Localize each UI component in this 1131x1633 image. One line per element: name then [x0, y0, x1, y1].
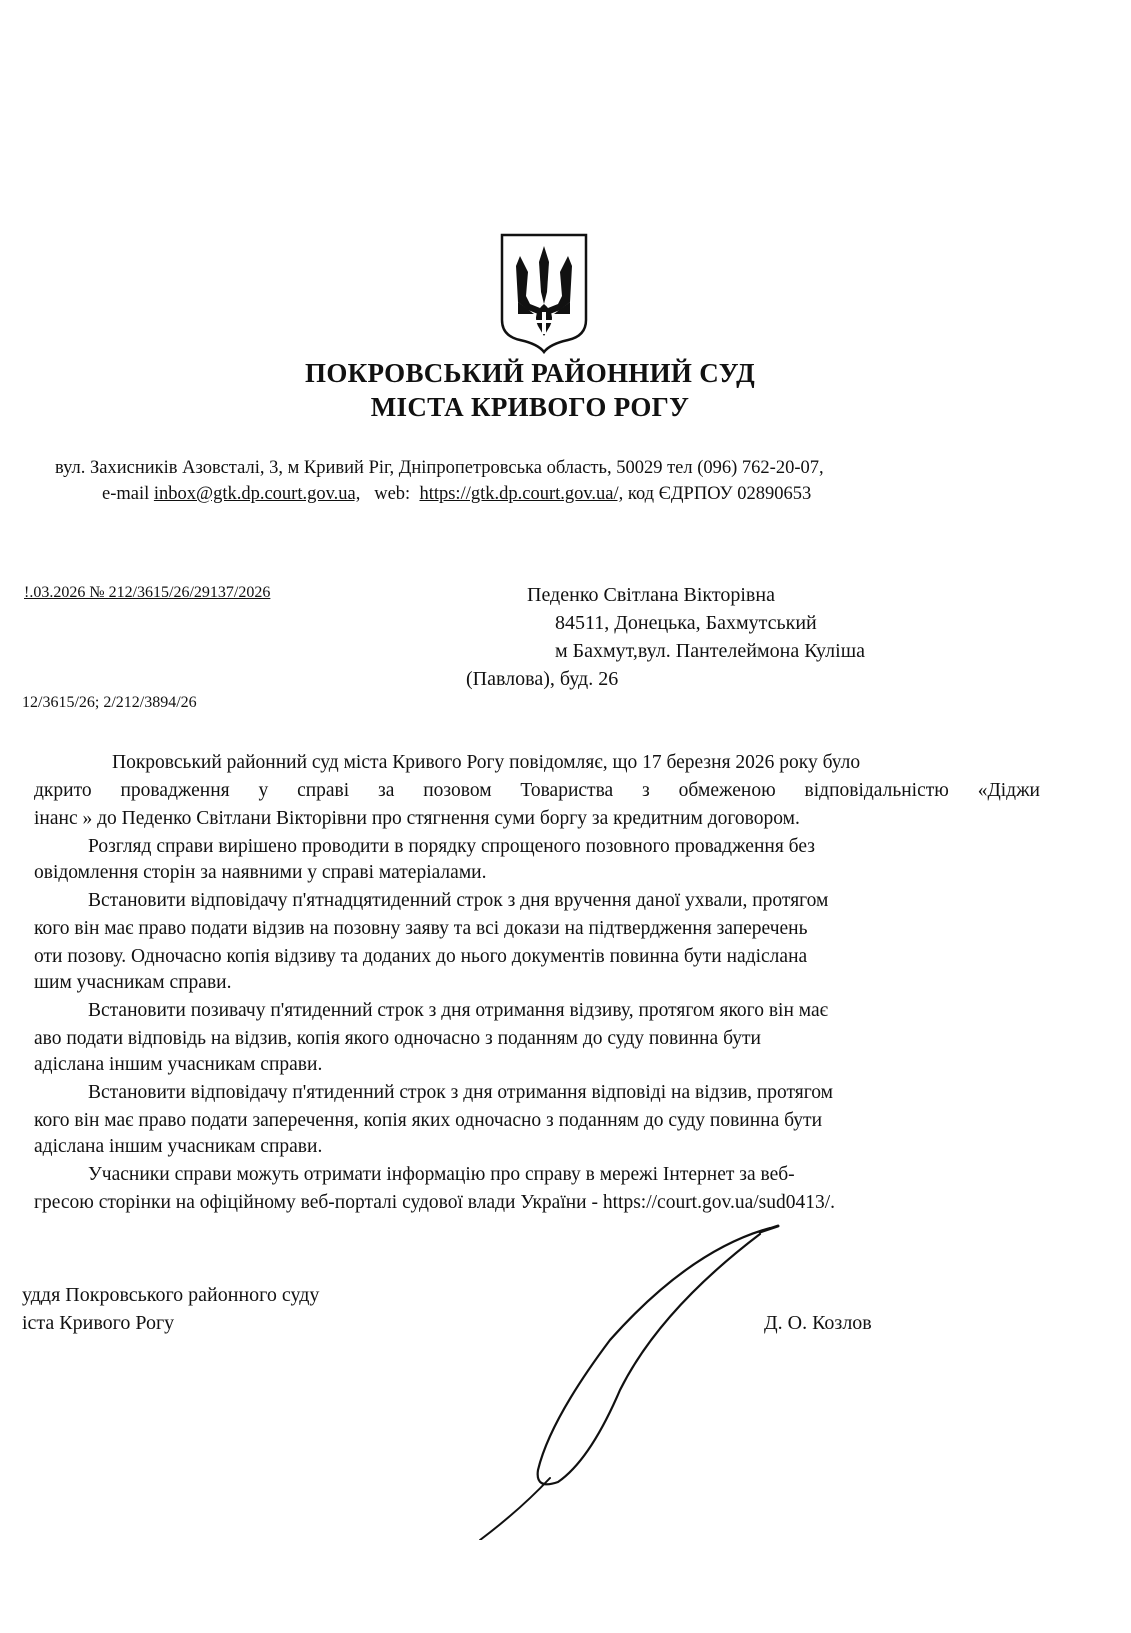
body-line-11: аво подати відповідь на відзив, копія якого одночасно з поданням до суду повинна бути: [34, 1028, 761, 1049]
outgoing-reference: !.03.2026 № 212/3615/26/29137/2026: [24, 584, 271, 601]
edrpou-code: код ЄДРПОУ 02890653: [627, 484, 812, 504]
web-link[interactable]: https://gtk.dp.court.gov.ua/,: [419, 484, 624, 504]
body-line-1: Покровський районний суд міста Кривого Рогу повідомляє, що 17 березня 2026 року було: [112, 752, 861, 773]
body-line-14: кого він має право подати заперечення, копія яких одночасно з поданням до суду повинна бути: [34, 1110, 823, 1131]
body-line-12: адіслана іншим учасникам справи.: [34, 1054, 323, 1075]
body-line-5: овідомлення сторін за наявними у справі матеріалами.: [34, 862, 487, 883]
email-label: e-mail: [102, 484, 154, 504]
body-line-13: Встановити відповідачу п'ятиденний строк з дня отримання відповіді на відзив, протягом: [88, 1082, 834, 1103]
body-line-6: Встановити відповідачу п'ятнадцятиденний строк з дня вручення даної ухвали, протягом: [88, 890, 829, 911]
body-line-4: Розгляд справи вирішено проводити в порядку спрощеного позовного провадження без: [88, 836, 815, 857]
court-contacts: [102, 484, 811, 505]
recipient-name: Педенко Світлана Вікторівна: [527, 584, 775, 606]
recipient-address-line3: м Бахмут,вул. Пантелеймона Куліша: [555, 640, 865, 662]
judge-name: Д. О. Козлов: [764, 1312, 872, 1334]
court-address: вул. Захисників Азовсталі, 3, м Кривий Ріг, Дніпропетровська область, 50029 тел (096) 762-20-07,: [55, 458, 824, 478]
body-line-3: інанс » до Педенко Світлани Вікторівни про стягнення суми боргу за кредитним договором.: [34, 808, 800, 829]
body-line-7: кого він має право подати відзив на позовну заяву та всі докази на підтвердження заперечень: [34, 918, 808, 939]
case-numbers: 12/3615/26; 2/212/3894/26: [22, 694, 197, 711]
judge-position-line2: іста Кривого Рогу: [22, 1312, 175, 1334]
recipient-address-line2: 84511, Донецька, Бахмутський: [555, 612, 817, 634]
recipient-address-line4: (Павлова), буд. 26: [466, 668, 619, 690]
judge-position-line1: уддя Покровського районного суду: [22, 1284, 320, 1306]
court-name-line1: ПОКРОВСЬКИЙ РАЙОННИЙ СУД: [305, 358, 755, 388]
trident-coat-of-arms-icon: [498, 232, 590, 354]
court-name-line2: МІСТА КРИВОГО РОГУ: [370, 392, 690, 422]
body-line-17: гресою сторінки на офіційному веб-порталі судової влади України - https://court.gov.ua/sud0413/.: [34, 1192, 836, 1213]
body-line-15: адіслана іншим учасникам справи.: [34, 1136, 323, 1157]
body-line-8: оти позову. Одночасно копія відзиву та доданих до нього документів повинна бути надіслана: [34, 946, 808, 967]
handwritten-signature-icon: [440, 1220, 800, 1540]
body-line-2: дкрито провадження у справі за позовом Товариства з обмеженою відповідальністю «Діджи: [34, 780, 1040, 801]
web-label: web:: [364, 484, 415, 504]
body-line-9: шим учасникам справи.: [34, 972, 232, 993]
body-line-10: Встановити позивачу п'ятиденний строк з дня отримання відзиву, протягом якого він має: [88, 1000, 828, 1021]
body-line-16: Учасники справи можуть отримати інформацію про справу в мережі Інтернет за веб-: [88, 1164, 795, 1185]
email-link[interactable]: inbox@gtk.dp.court.gov.ua,: [153, 484, 361, 504]
